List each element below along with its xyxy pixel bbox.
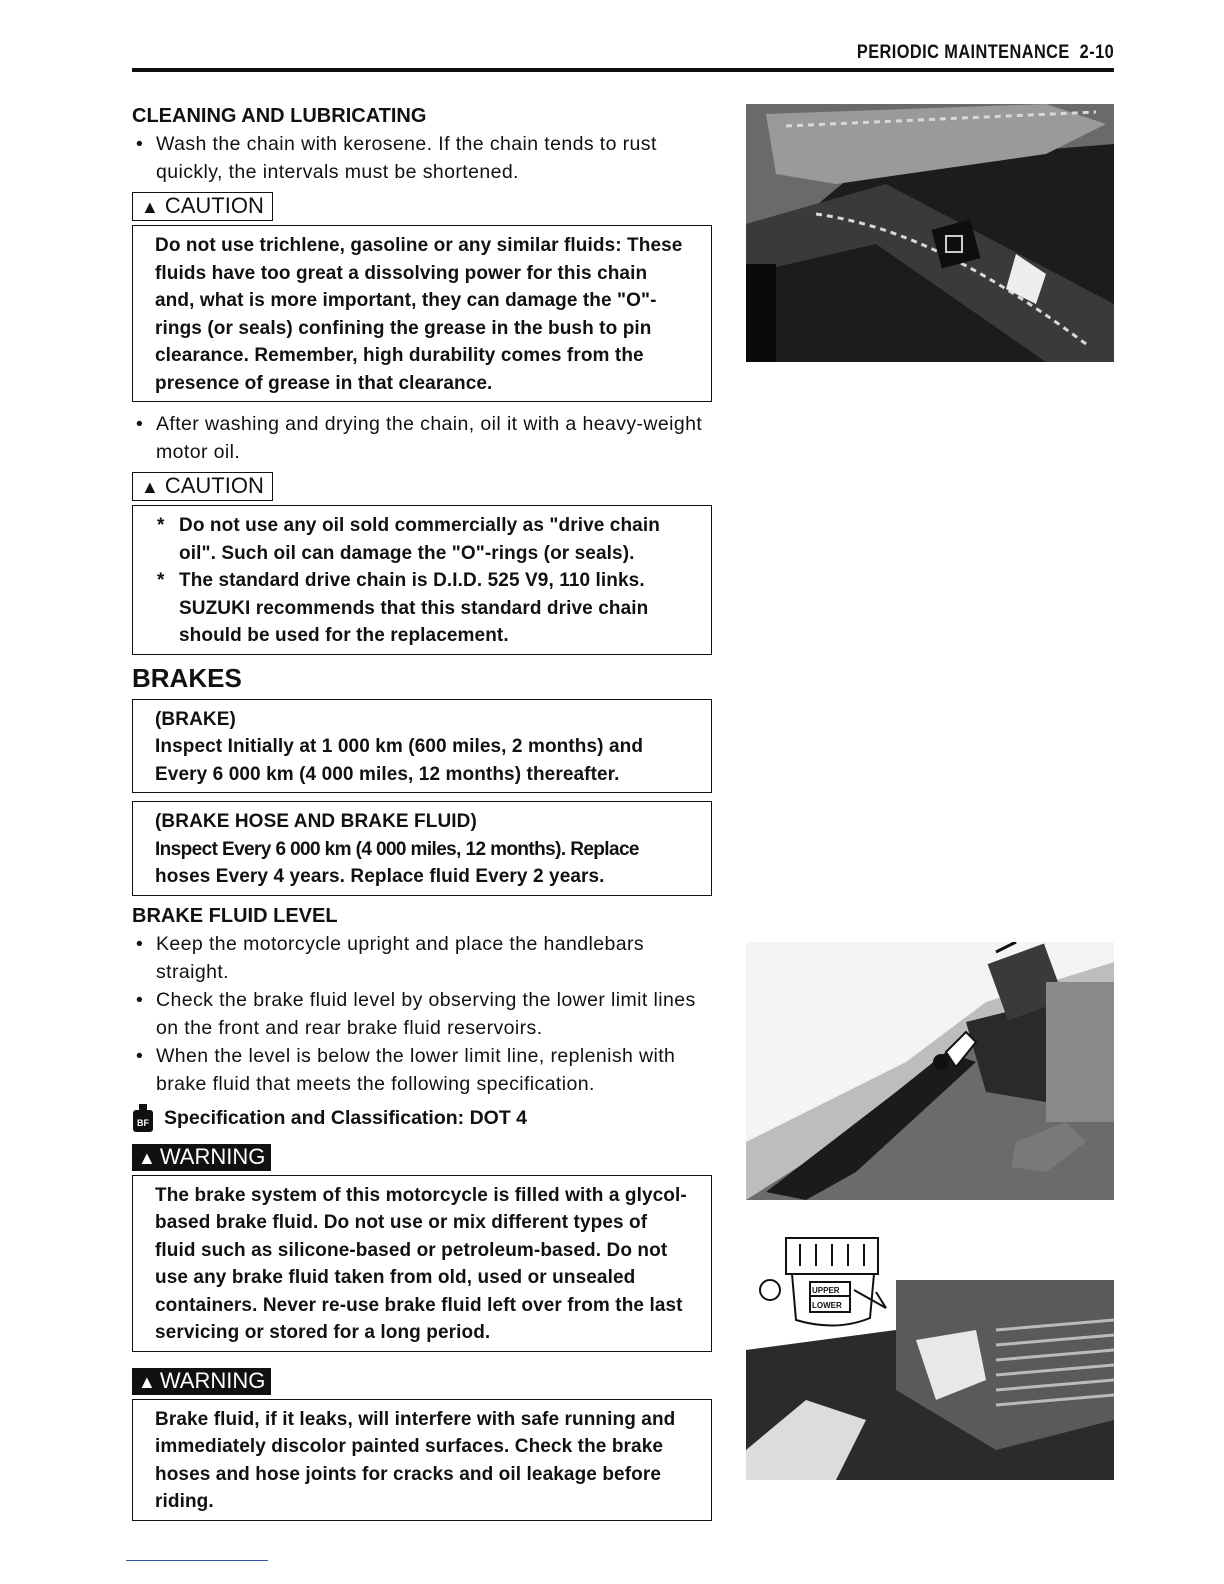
caution-label-2	[132, 472, 273, 501]
warning-triangle-icon: ▲	[141, 477, 159, 497]
lower-mark-label: LOWER	[812, 1301, 842, 1310]
fluid-bullet-check: • Check the brake fluid level by observing the lower limit lines on the front and rear brake fluid reservoirs.	[132, 986, 712, 1042]
brake-hose-box-line2: hoses Every 4 years. Replace fluid Every 2 years.	[155, 866, 605, 887]
warning-label-1	[132, 1144, 271, 1171]
brakes-heading: BRAKES	[132, 662, 242, 693]
fluid-bullet-upright: • Keep the motorcycle upright and place the handlebars straight.	[132, 930, 712, 986]
page-number: 2-10	[1079, 42, 1114, 63]
warning-box-1	[132, 1175, 712, 1352]
warning-triangle-icon: ▲	[138, 1371, 156, 1392]
fluid-bullet-replenish: • When the level is below the lower limit line, replenish with brake fluid that meets the following specification.	[132, 1042, 712, 1098]
footer-rule	[126, 1560, 268, 1561]
caution-label-text: CAUTION	[164, 193, 264, 218]
upper-mark-label: UPPER	[812, 1286, 840, 1295]
text-column	[132, 100, 712, 1529]
brake-fluid-icon-label: BF	[137, 1117, 149, 1128]
brake-hose-box-title: (BRAKE HOSE AND BRAKE FLUID)	[155, 811, 477, 832]
fluid-spec-text: Specification and Classification: DOT 4	[164, 1106, 527, 1129]
caution-text-1: Do not use trichlene, gasoline or any similar fluids: These fluids have too great a dissolving power for this chain and, what is more important, they can damage the "O"-rings (or seals) confining the grease in the bush to pin clearance. Remember, high durability comes from the presence of grease in that clearance.	[155, 235, 683, 394]
cleaning-bullet-wash: • Wash the chain with kerosene. If the chain tends to rust quickly, the intervals must be shortened.	[132, 130, 712, 186]
brake-hose-box-line1: Inspect Every 6 000 km (4 000 miles, 12 months). Replace	[155, 838, 639, 860]
warning-label-text: WARNING	[159, 1367, 266, 1393]
cleaning-heading: CLEANING AND LUBRICATING	[132, 105, 427, 127]
chain-photo	[746, 104, 1114, 362]
fluid-spec	[132, 1104, 712, 1132]
brake-box-title: (BRAKE)	[155, 708, 236, 730]
brake-box-text: Inspect Initially at 1 000 km (600 miles, 2 months) and Every 6 000 km (4 000 miles, 12 months) thereafter.	[155, 736, 644, 785]
caution-box-2	[132, 505, 712, 655]
warning-box-2	[132, 1399, 712, 1521]
fluid-level-heading: BRAKE FLUID LEVEL	[132, 904, 338, 927]
cleaning-bullet-oil: • After washing and drying the chain, oil it with a heavy-weight motor oil.	[132, 410, 712, 466]
warning-label-text: WARNING	[159, 1143, 266, 1169]
caution-label-1	[132, 192, 273, 221]
warning-triangle-icon: ▲	[141, 197, 159, 217]
header-title: PERIODIC MAINTENANCE	[856, 42, 1070, 63]
brake-fluid-icon	[132, 1104, 154, 1132]
warning-text-1: The brake system of this motorcycle is filled with a glycol-based brake fluid. Do not use or mix different types of fluid such as silicone-based or petroleum-based. Do not use any brake fluid taken from old, used or unsealed containers. Never re-use brake fluid left over from the last servicing or stored for a long period.	[155, 1184, 687, 1343]
warning-text-2: Brake fluid, if it leaks, will interfere with safe running and immediately discolor painted surfaces. Check the brake hoses and hose joints for cracks and oil leakage before riding.	[155, 1408, 676, 1512]
page-header	[132, 40, 1114, 72]
caution-item-1: * Do not use any oil sold commercially as "drive chain oil". Such oil can damage the "O"-rings (or seals).	[155, 512, 689, 567]
header-title-and-page	[857, 42, 1114, 64]
caution-box-1	[132, 225, 712, 402]
brake-hose-box	[132, 801, 712, 896]
caution-label-text: CAUTION	[164, 473, 264, 498]
caution-item-2: * The standard drive chain is D.I.D. 525 V9, 110 links. SUZUKI recommends that this standard drive chain should be used for the replacement.	[155, 567, 689, 650]
rear-reservoir-photo	[746, 1220, 1114, 1480]
brake-interval-box	[132, 699, 712, 794]
warning-label-2	[132, 1368, 271, 1395]
warning-triangle-icon: ▲	[138, 1147, 156, 1168]
handlebar-reservoir-photo	[746, 942, 1114, 1200]
